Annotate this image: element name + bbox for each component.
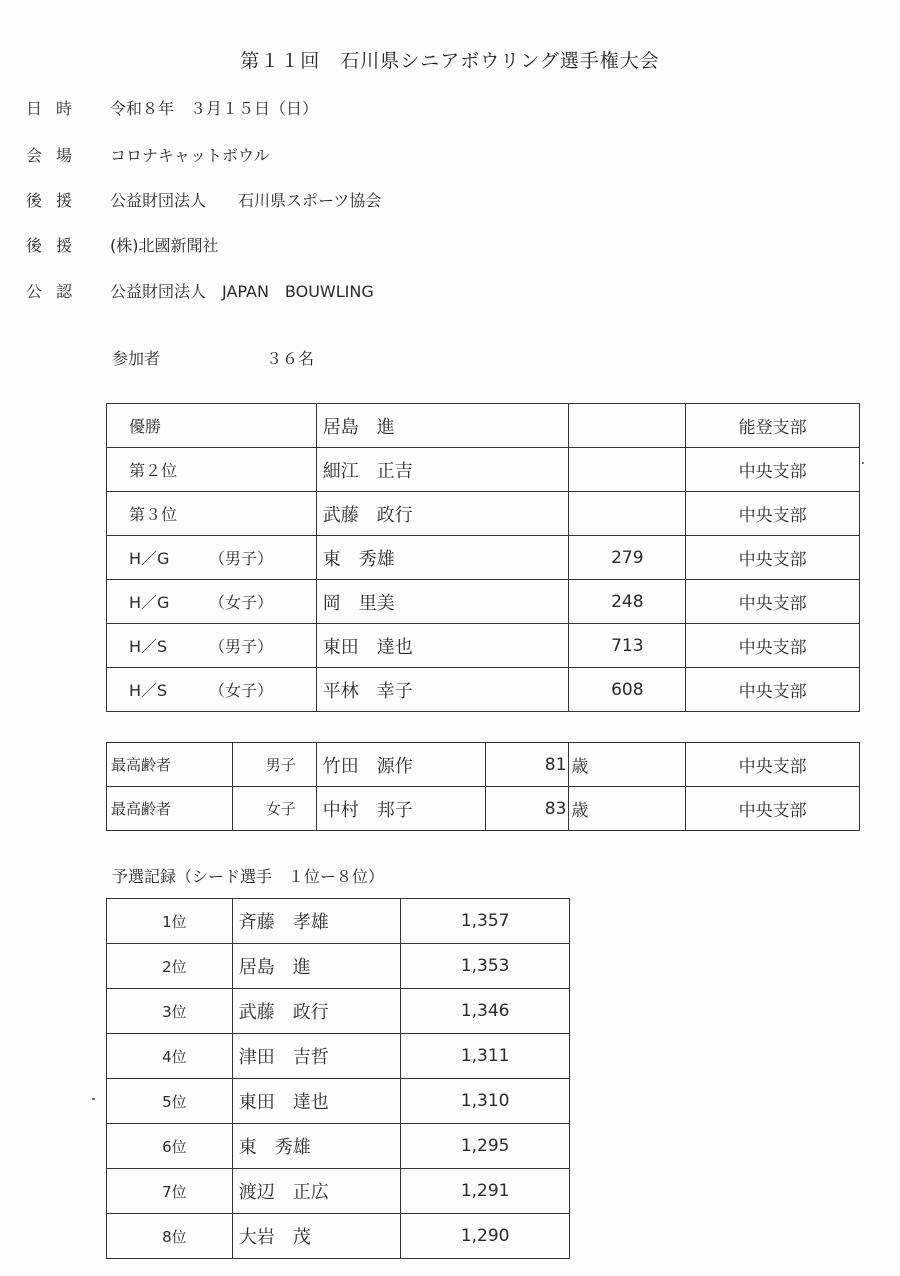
branch-name: 中央支部 [686,536,860,580]
award-title-cell [107,536,317,580]
rank-label: 4位 [107,1034,233,1079]
table-row [107,989,570,1034]
player-name: 東田 達也 [316,624,569,668]
award-title: 最高齢者 [107,787,233,831]
participants-count [112,346,314,369]
table-row [107,492,860,536]
info-label: 会場 [26,145,87,165]
table-row [107,624,860,668]
info-value: 公益財団法人 JAPAN BOUWLING [110,281,374,301]
player-name: 大岩 茂 [232,1214,401,1259]
info-row-sponsor-1 [26,187,381,211]
results-table [106,403,860,712]
branch-name: 中央支部 [686,624,860,668]
table-row [107,580,860,624]
award-subtitle: （男子） [209,549,274,568]
award-title: 優勝 [129,417,162,436]
score-value [569,448,686,492]
table-row [107,668,860,712]
player-name: 斉藤 孝雄 [232,899,401,944]
rank-label: 1位 [107,899,233,944]
table-row [107,944,570,989]
branch-name: 中央支部 [686,448,860,492]
oldest-participants-table [106,742,860,831]
branch-name: 能登支部 [686,404,860,448]
table-row [107,1124,570,1169]
rank-label: 8位 [107,1214,233,1259]
award-title: H／S [129,637,168,656]
rank-label: 5位 [107,1079,233,1124]
branch-name: 中央支部 [686,668,860,712]
age-value: 81 [485,743,569,787]
rank-label: 6位 [107,1124,233,1169]
info-value: 公益財団法人 石川県スポーツ協会 [110,190,382,210]
score-value: 279 [569,536,686,580]
scan-speck [92,1098,95,1100]
preliminary-records-title: 予選記録（シード選手 １位ー８位） [112,867,385,886]
player-name: 武藤 政行 [232,989,401,1034]
table-row [107,1034,570,1079]
table-row [107,404,860,448]
info-value: 令和８年 ３月１５日（日） [110,98,319,118]
player-name: 武藤 政行 [316,492,569,536]
document-title: 第１１回 石川県シニアボウリング選手権大会 [240,50,660,72]
award-title-cell [107,580,317,624]
award-subtitle: （女子） [209,681,274,700]
award-title: H／G [129,593,170,612]
award-title-cell [107,492,317,536]
player-name: 細江 正吉 [316,448,569,492]
award-subtitle: （男子） [209,637,274,656]
age-value: 83 [485,787,569,831]
table-row [107,1214,570,1259]
info-row-sponsor-2 [26,232,219,256]
award-title-cell [107,624,317,668]
age-unit: 歳 [569,743,686,787]
score-value: 1,353 [401,944,570,989]
preliminary-records-table [106,898,570,1259]
score-value: 1,290 [401,1214,570,1259]
player-name: 東田 達也 [232,1079,401,1124]
score-value: 1,310 [401,1079,570,1124]
gender-label: 男子 [232,743,316,787]
player-name: 平林 幸子 [316,668,569,712]
score-value: 713 [569,624,686,668]
player-name: 東 秀雄 [232,1124,401,1169]
info-value: (株)北國新聞社 [110,235,219,255]
player-name: 中村 邦子 [316,787,485,831]
info-label: 後援 [26,190,87,210]
branch-name: 中央支部 [686,743,860,787]
participants-label: 参加者 [112,349,161,368]
award-title: 第３位 [129,505,178,524]
branch-name: 中央支部 [686,492,860,536]
score-value: 248 [569,580,686,624]
table-row [107,899,570,944]
award-title-cell [107,448,317,492]
score-value [569,492,686,536]
award-title: H／G [129,549,170,568]
score-value: 1,291 [401,1169,570,1214]
info-value: コロナキャットボウル [110,145,270,165]
score-value [569,404,686,448]
table-row [107,448,860,492]
award-title: H／S [129,681,168,700]
table-row [107,743,860,787]
branch-name: 中央支部 [686,787,860,831]
player-name: 竹田 源作 [316,743,485,787]
rank-label: 7位 [107,1169,233,1214]
award-subtitle: （女子） [209,593,274,612]
player-name: 渡辺 正広 [232,1169,401,1214]
gender-label: 女子 [232,787,316,831]
award-title: 最高齢者 [107,743,233,787]
info-row-certification [26,278,374,302]
player-name: 居島 進 [316,404,569,448]
score-value: 1,295 [401,1124,570,1169]
score-value: 1,346 [401,989,570,1034]
info-label: 日時 [26,98,87,118]
player-name: 津田 吉哲 [232,1034,401,1079]
age-unit: 歳 [569,787,686,831]
rank-label: 3位 [107,989,233,1034]
participants-value: ３６名 [266,349,315,368]
score-value: 1,311 [401,1034,570,1079]
info-label: 後援 [26,235,87,255]
award-title-cell [107,404,317,448]
score-value: 608 [569,668,686,712]
player-name: 居島 進 [232,944,401,989]
table-row [107,1079,570,1124]
scan-speck [862,462,864,464]
player-name: 東 秀雄 [316,536,569,580]
table-row [107,787,860,831]
info-row-date [26,95,318,119]
table-row [107,536,860,580]
player-name: 岡 里美 [316,580,569,624]
branch-name: 中央支部 [686,580,860,624]
info-row-venue [26,142,270,166]
table-row [107,1169,570,1214]
score-value: 1,357 [401,899,570,944]
award-title-cell [107,668,317,712]
info-label: 公認 [26,281,87,301]
rank-label: 2位 [107,944,233,989]
award-title: 第２位 [129,461,178,480]
